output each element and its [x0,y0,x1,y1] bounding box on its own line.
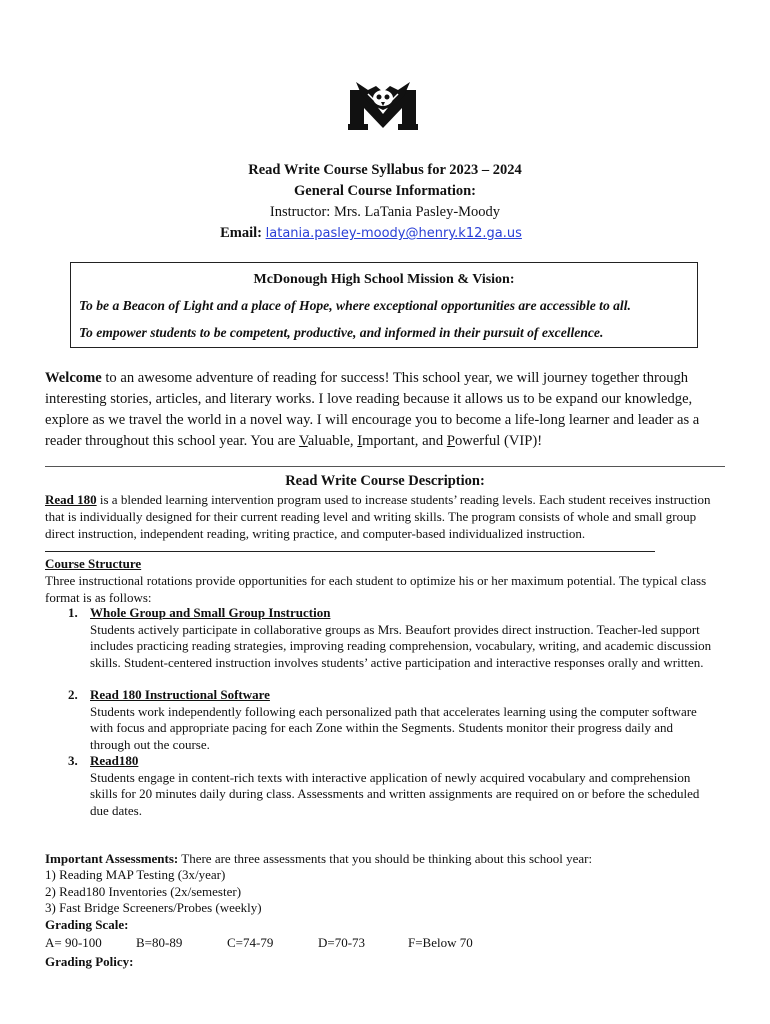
welcome-lead: Welcome [45,370,102,386]
divider [45,551,655,552]
course-description-title: Read Write Course Description: [285,473,485,489]
email-link[interactable]: latania.pasley-moody@henry.k12.ga.us [265,226,522,241]
grade-b: B=80-89 [136,935,183,950]
read180-label: Read 180 [45,492,97,507]
general-info-heading: General Course Information: [293,183,477,199]
grade-c: C=74-79 [227,935,274,950]
list-item-body: Students actively participate in collaborative groups as Mrs. Beaufort provides direct instruction. Teacher-led support includes practicing reading strategies, improving reading comprehension, vocabulary, writing, and academic discussion skills. Student-centered instruction involves students’ active participation and interactive responses orally and written. [90,621,712,670]
welcome-paragraph: Welcome to an awesome adventure of reading for success! This school year, we will journey together through interesting stories, articles, and literary works. I love reading because it allows us to be expand our knowledge, explore as we travel the world in a novel way. I will encourage you to become a life-long learner and leader as a reader throughout this school year. You are Valuable, Important, and Powerful (VIP)! [45,370,700,449]
assessments-intro: Important Assessments: There are three assessments that you should be thinking about this school year: [45,851,593,866]
grade-a: A= 90-100 [45,935,102,950]
course-structure-intro: Three instructional rotations provide opportunities for each student to optimize his or her maximum potential. The typical class format is as follows: [45,573,707,605]
assessment-item: 3) Fast Bridge Screeners/Probes (weekly) [45,900,262,915]
email-line [0,225,756,242]
grading-scale-label: Grading Scale: [45,917,129,932]
list-item-body: Students work independently following each personalized path that accelerates learning using the computer software with focus and appropriate pacing for each Zone within the Segments. Students monitor their progress daily and through out the course. [90,703,697,752]
grade-f: F=Below 70 [408,935,473,950]
divider [45,466,725,467]
school-logo-icon [348,80,418,132]
assessment-item: 2) Read180 Inventories (2x/semester) [45,884,242,899]
syllabus-title: Read Write Course Syllabus for 2023 – 2024 [248,162,522,178]
list-item-heading: Read 180 Instructional Software [90,687,270,702]
assessments-label: Important Assessments: [45,851,179,866]
mission-line-2: To empower students to be competent, productive, and informed in their pursuit of excellence. [79,325,604,340]
email-label: Email: [220,225,263,241]
mission-box [70,262,698,348]
grading-policy-label: Grading Policy: [45,954,134,969]
course-description: Read 180 is a blended learning intervention program used to increase students’ reading levels. Each student receives instruction that is individually designed for their current reading level and writing skills. The program consists of whole and small group direct instruction, independent reading, writing practice, and computer-based individualized instruction. [45,492,711,541]
list-item-heading: Whole Group and Small Group Instruction [90,605,331,620]
list-item-body: Students engage in content-rich texts with interactive application of newly acquired vocabulary and comprehension skills for 20 minutes daily during class. Assessments and written assignments are required on or before the scheduled due dates. [90,769,700,818]
course-structure-title: Course Structure [45,556,142,571]
assessment-item: 1) Reading MAP Testing (3x/year) [45,867,226,882]
grade-d: D=70-73 [318,935,366,950]
instructor-line: Instructor: Mrs. LaTania Pasley-Moody [269,204,501,220]
list-item-heading: Read180 [90,753,139,768]
mission-title: McDonough High School Mission & Vision: [253,272,515,287]
mission-line-1: To be a Beacon of Light and a place of Hope, where exceptional opportunities are accessible to all. [79,298,631,313]
